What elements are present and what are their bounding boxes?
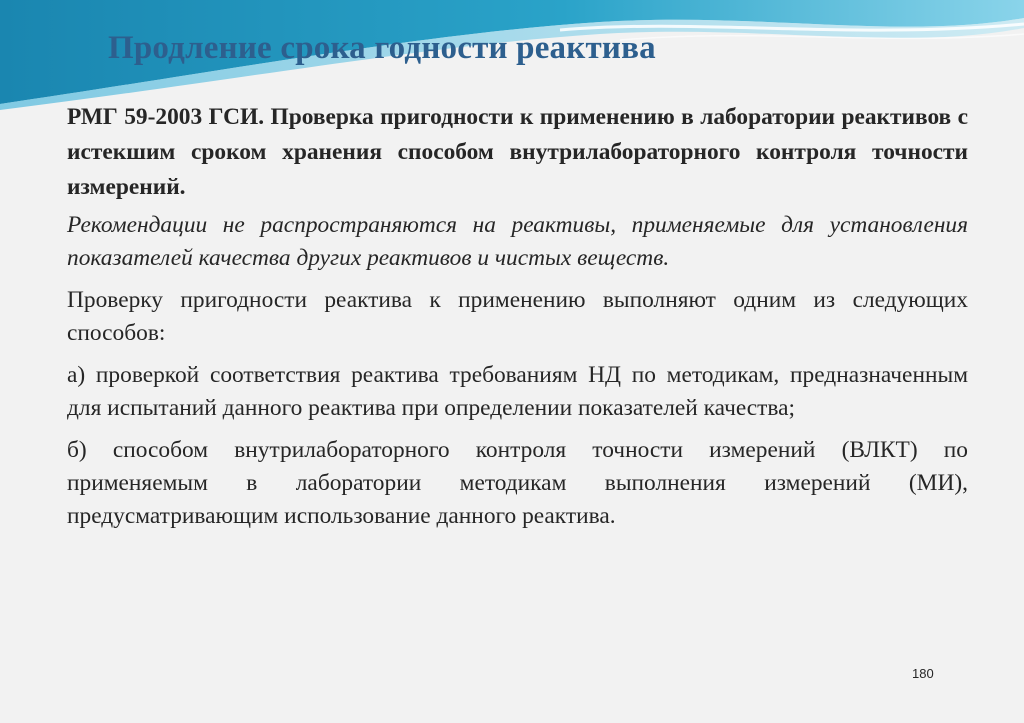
slide-body <box>67 100 968 542</box>
standard-reference-paragraph: РМГ 59-2003 ГСИ. Проверка пригодности к применению в лаборатории реактивов с истекшим сроком хранения способом внутрилабораторного контроля точности измерений. <box>67 104 968 200</box>
method-a-paragraph: а) проверкой соответствия реактива требованиям НД по методикам, предназначенным для испытаний данного реактива при определении показателей качества; <box>67 362 968 421</box>
page-number: 180 <box>912 666 934 681</box>
method-b-paragraph: б) способом внутрилабораторного контроля точности измерений (ВЛКТ) по применяемым в лаборатории методикам выполнения измерений (МИ), предусматривающим использование данного реактива. <box>67 437 968 529</box>
methods-intro-paragraph: Проверку пригодности реактива к применению выполняют одним из следующих способов: <box>67 287 968 346</box>
slide-title: Продление срока годности реактива <box>108 30 656 66</box>
scope-note-paragraph: Рекомендации не распространяются на реактивы, применяемые для установления показателей качества других реактивов и чистых веществ. <box>67 212 968 271</box>
